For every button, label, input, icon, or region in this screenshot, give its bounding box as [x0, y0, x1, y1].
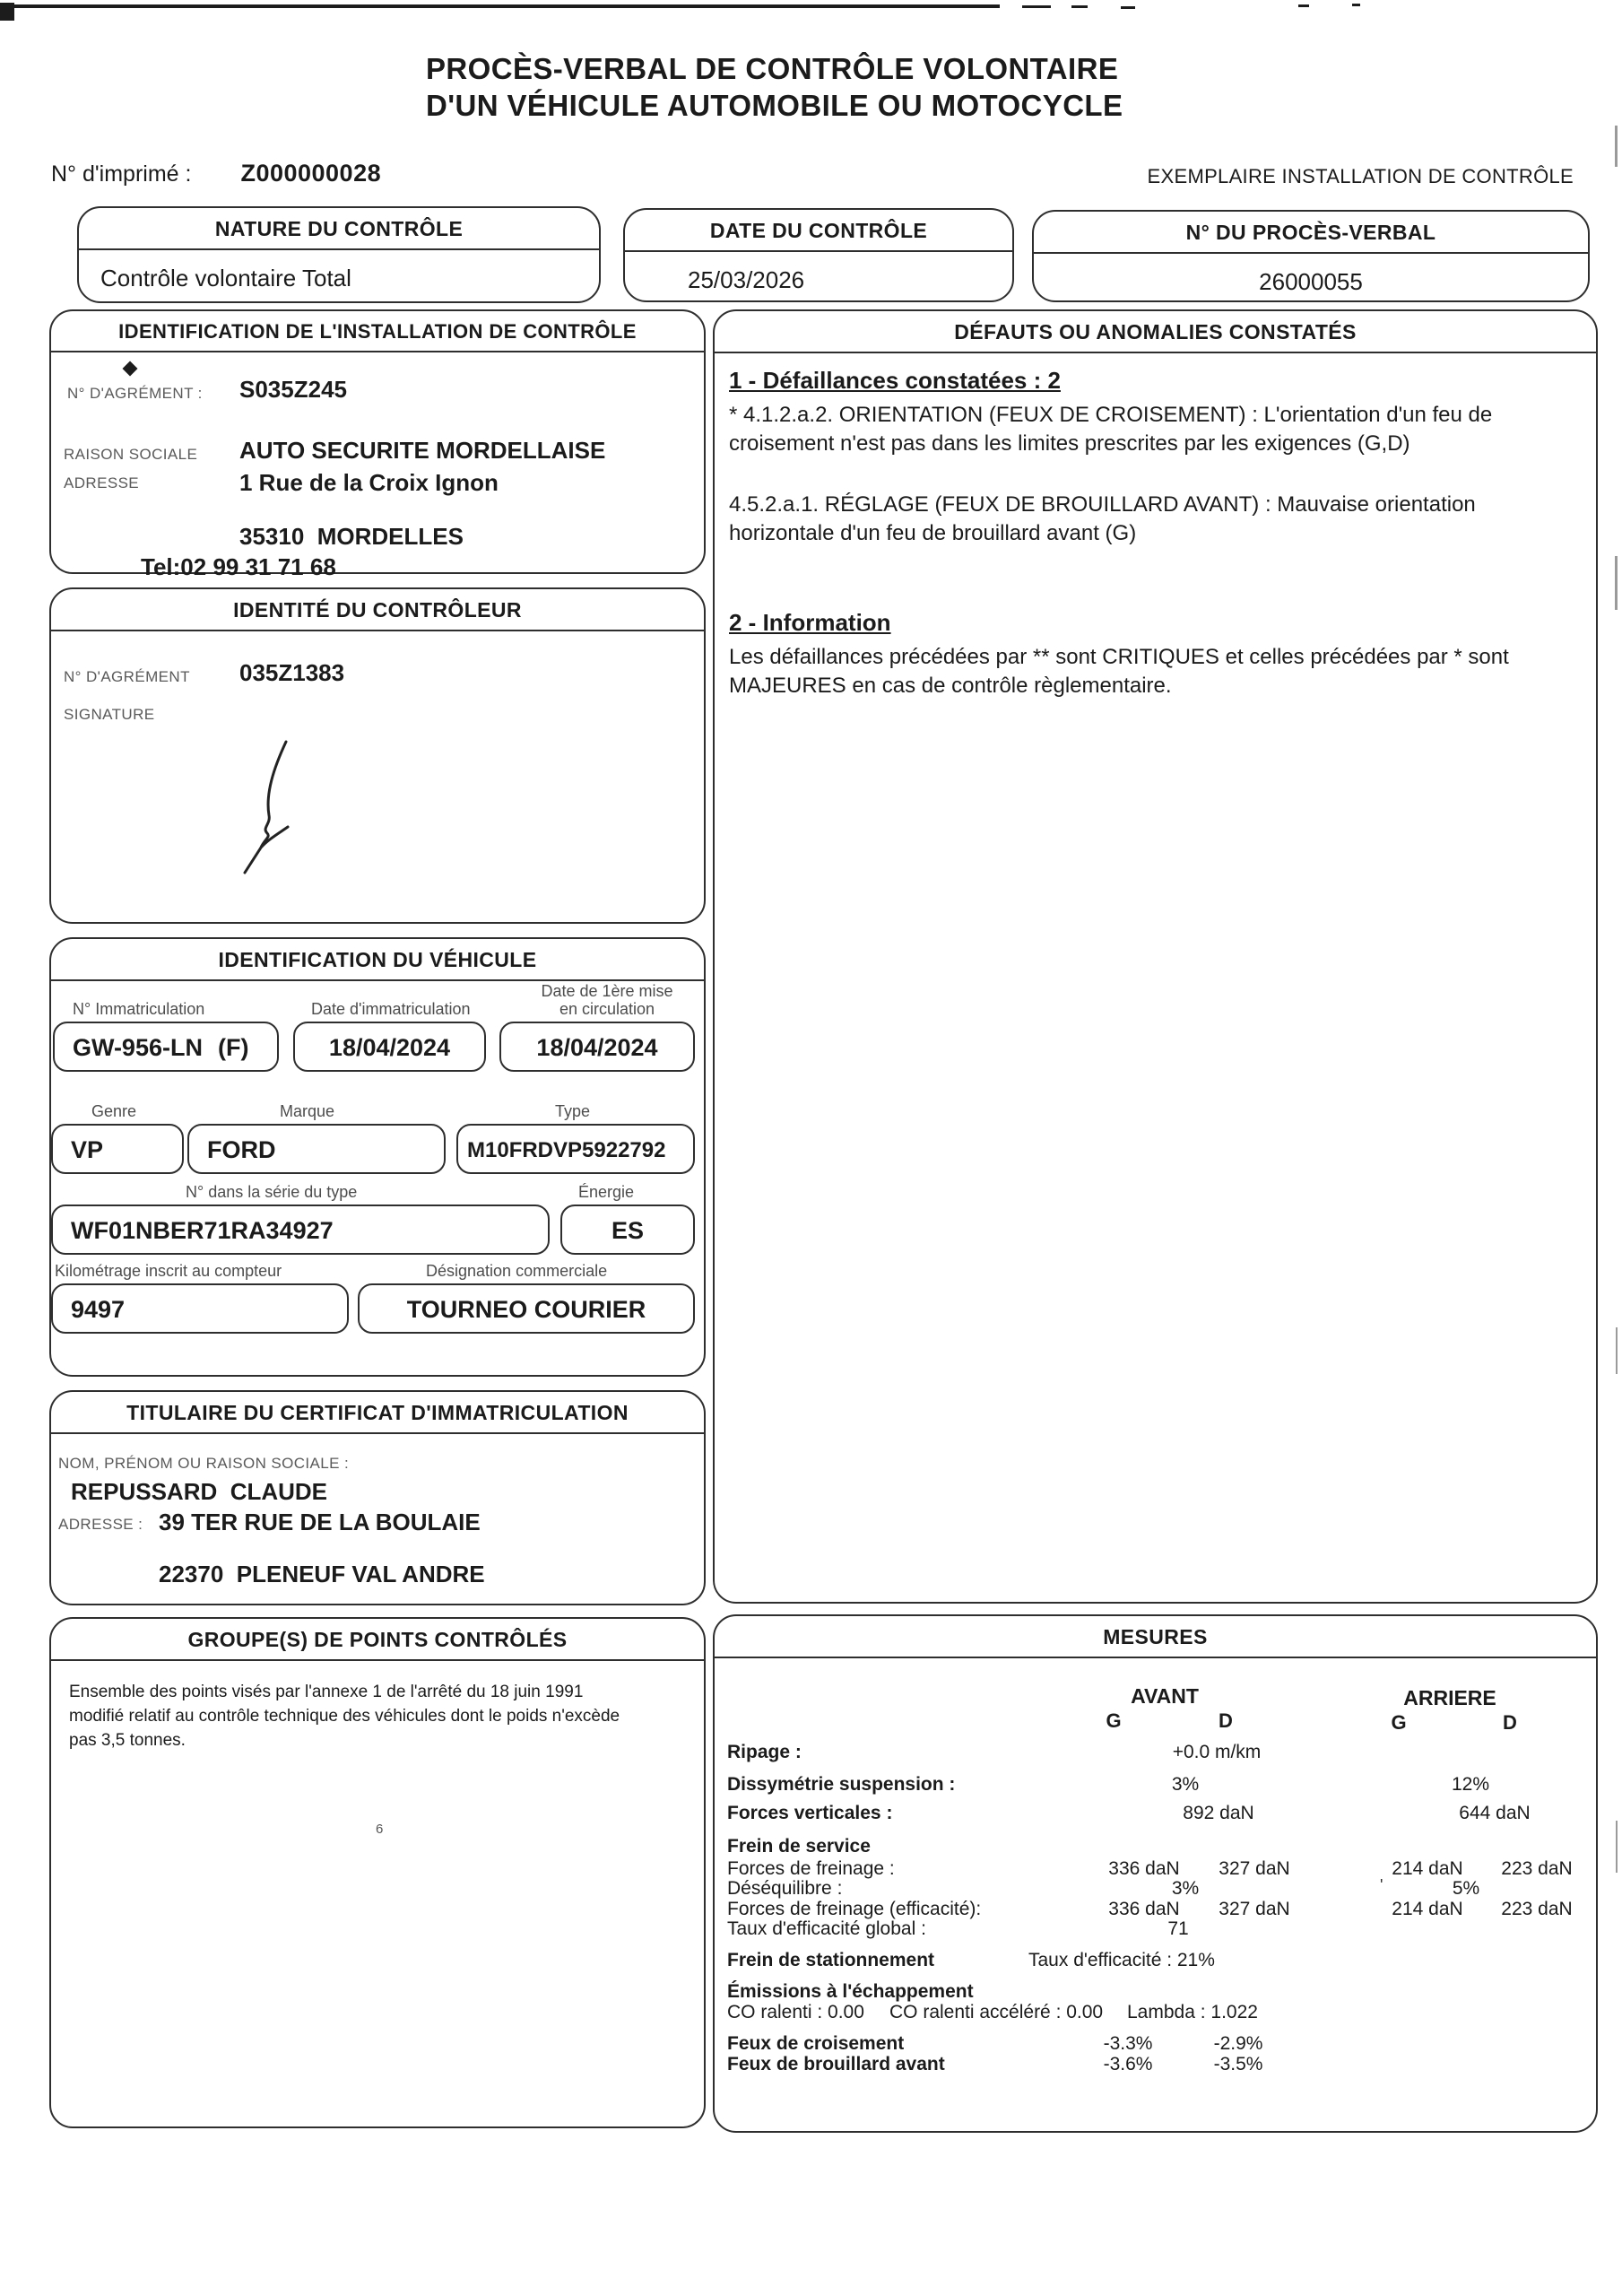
vehicule-box [49, 937, 706, 1377]
forces-freinage-avant-g: 336 daN [1108, 1858, 1180, 1879]
efficacite-label: Forces de freinage (efficacité): [727, 1899, 982, 1919]
genre-label: Genre [91, 1102, 137, 1120]
installation-header: IDENTIFICATION DE L'INSTALLATION DE CONTRÔLE [51, 311, 704, 352]
nature-controle-header: NATURE DU CONTRÔLE [79, 208, 599, 250]
energie-field [560, 1205, 695, 1255]
controleur-signature-label: SIGNATURE [64, 706, 155, 723]
date-circulation-field [499, 1022, 695, 1072]
controleur-header: IDENTITÉ DU CONTRÔLEUR [51, 589, 704, 631]
forces-verticales-arriere: 644 daN [1459, 1803, 1531, 1823]
installation-adresse-value: 1 Rue de la Croix Ignon [239, 469, 499, 496]
mesure-frein-stationnement [715, 1950, 1596, 1977]
mesure-ripage [715, 1742, 1596, 1769]
groupes-header: GROUPE(S) DE POINTS CONTRÔLÉS [51, 1619, 704, 1661]
mesures-col-arriere-g: G [1391, 1711, 1407, 1734]
installation-agrement-label: N° D'AGRÉMENT : [67, 385, 203, 402]
forces-verticales-avant: 892 daN [1183, 1803, 1254, 1823]
date-immatriculation-field [293, 1022, 486, 1072]
immatriculation-suffix: (F) [218, 1034, 249, 1061]
forces-freinage-arriere-g: 214 daN [1392, 1858, 1463, 1879]
kilometrage-field [51, 1283, 349, 1334]
designation-value: TOURNEO COURIER [406, 1296, 646, 1323]
forces-freinage-label: Forces de freinage : [727, 1858, 895, 1879]
document-title-line1: PROCÈS-VERBAL DE CONTRÔLE VOLONTAIRE [426, 52, 1119, 85]
date-circulation-value: 18/04/2024 [536, 1034, 658, 1061]
installation-raison-value: AUTO SECURITE MORDELLAISE [239, 437, 606, 464]
numero-imprime-label: N° d'imprimé : [51, 161, 192, 187]
desequilibre-avant: 3% [1171, 1878, 1200, 1899]
stationnement-detail: Taux d'efficacité : 21% [1028, 1950, 1215, 1970]
controleur-agrement-value: 035Z1383 [239, 659, 345, 686]
mesures-col-avant: AVANT [1131, 1684, 1199, 1708]
date-circulation-label-line1: Date de 1ère mise [541, 982, 673, 1000]
mesures-col-avant-g: G [1106, 1709, 1122, 1732]
proces-verbal-header: N° DU PROCÈS-VERBAL [1034, 212, 1588, 254]
efficacite-avant-g: 336 daN [1108, 1899, 1180, 1919]
groupes-box [49, 1617, 706, 2128]
lambda: Lambda : 1.022 [1127, 2002, 1258, 2022]
kilometrage-value: 9497 [71, 1296, 126, 1323]
scan-artifact-mark: ' [1380, 1876, 1383, 1894]
date-controle-box [623, 208, 1014, 302]
serie-field [51, 1205, 550, 1255]
scan-artifact-dash [1071, 5, 1088, 8]
frein-service-label: Frein de service [727, 1836, 871, 1857]
energie-value: ES [611, 1217, 645, 1244]
mesures-col-arriere-d: D [1503, 1711, 1517, 1734]
proces-verbal-value: 26000055 [1259, 268, 1363, 295]
defauts-item1: * 4.1.2.a.2. ORIENTATION (FEUX DE CROISEMENT) : L'orientation d'un feu de croisement n'est pas dans les limites prescrites par les exigences (G,D) [729, 403, 1493, 456]
document-title-line2: D'UN VÉHICULE AUTOMOBILE OU MOTOCYCLE [426, 89, 1123, 122]
titulaire-nom-label: NOM, PRÉNOM OU RAISON SOCIALE : [58, 1455, 350, 1472]
installation-telephone: Tel:02 99 31 71 68 [141, 553, 336, 580]
mesure-forces-verticales [715, 1803, 1596, 1830]
immatriculation-value: GW-956-LN [73, 1034, 203, 1061]
numero-imprime [51, 160, 381, 187]
taux-global-value: 71 [1167, 1918, 1189, 1939]
designation-field [358, 1283, 695, 1334]
brouillard-d: -3.5% [1213, 2054, 1263, 2074]
date-circulation-label-line2: en circulation [559, 1000, 655, 1018]
nature-controle-value: Contrôle volontaire Total [100, 265, 351, 291]
scan-artifact-corner [0, 3, 14, 21]
co-ralenti-accelere: CO ralenti accéléré : 0.00 [889, 2002, 1104, 2022]
installation-agrement-value: S035Z245 [239, 376, 347, 403]
mesure-dissymetrie [715, 1774, 1596, 1801]
signature-mark [238, 738, 300, 877]
mesure-taux-global [715, 1918, 1596, 1945]
energie-label: Énergie [578, 1183, 635, 1201]
kilometrage-label: Kilométrage inscrit au compteur [55, 1262, 282, 1280]
scan-artifact-dash [1352, 4, 1360, 6]
croisement-d: -2.9% [1213, 2033, 1263, 2054]
nature-controle-box [77, 206, 601, 303]
immatriculation-label: N° Immatriculation [73, 1000, 205, 1018]
type-label: Type [555, 1102, 591, 1120]
marque-value: FORD [207, 1136, 276, 1163]
defauts-section2-title: 2 - Information [729, 609, 891, 636]
marque-field [187, 1124, 446, 1174]
serie-label: N° dans la série du type [186, 1183, 358, 1201]
serie-value: WF01NBER71RA34927 [71, 1217, 334, 1244]
installation-raison-label: RAISON SOCIALE [64, 446, 198, 463]
titulaire-ville: 22370 PLENEUF VAL ANDRE [159, 1561, 485, 1587]
immatriculation-field [53, 1022, 279, 1072]
efficacite-arriere-g: 214 daN [1392, 1899, 1463, 1919]
vehicule-header: IDENTIFICATION DU VÉHICULE [51, 939, 704, 981]
controleur-agrement-label: N° D'AGRÉMENT [64, 668, 190, 685]
forces-freinage-arriere-d: 223 daN [1501, 1858, 1573, 1879]
installation-adresse-label: ADRESSE [64, 474, 140, 491]
scan-artifact-edge [1615, 556, 1618, 610]
forces-verticales-label: Forces verticales : [727, 1803, 893, 1823]
date-controle-header: DATE DU CONTRÔLE [625, 210, 1012, 252]
co-ralenti: CO ralenti : 0.00 [727, 2002, 864, 2022]
ripage-value: +0.0 m/km [1172, 1742, 1262, 1762]
dissymetrie-arriere: 12% [1451, 1774, 1490, 1795]
mesure-feux-brouillard [715, 2054, 1596, 2081]
scan-artifact-mark: 6 [376, 1822, 384, 1837]
defauts-section1-title: 1 - Défaillances constatées : 2 [729, 367, 1061, 394]
mesure-co [715, 2002, 1596, 2029]
scan-artifact-edge [1615, 126, 1618, 167]
mesures-box [713, 1614, 1598, 2133]
proces-verbal-box [1032, 210, 1590, 302]
scan-artifact-dash [1298, 4, 1309, 7]
defauts-item2: 4.5.2.a.1. RÉGLAGE (FEUX DE BROUILLARD AVANT) : Mauvaise orientation horizontale d'un feu de brouillard avant (G) [729, 492, 1476, 545]
date-controle-value: 25/03/2026 [688, 266, 805, 293]
mesures-col-avant-d: D [1219, 1709, 1233, 1732]
titulaire-nom-value: REPUSSARD CLAUDE [71, 1478, 328, 1505]
forces-freinage-avant-d: 327 daN [1219, 1858, 1290, 1879]
efficacite-avant-d: 327 daN [1219, 1899, 1290, 1919]
dissymetrie-avant: 3% [1171, 1774, 1200, 1795]
titulaire-header: TITULAIRE DU CERTIFICAT D'IMMATRICULATION [51, 1392, 704, 1434]
desequilibre-label: Déséquilibre : [727, 1878, 843, 1899]
date-immatriculation-label: Date d'immatriculation [311, 1000, 471, 1018]
controleur-box [49, 587, 706, 924]
type-field [456, 1124, 695, 1174]
defauts-box [713, 309, 1598, 1604]
scan-artifact-dash [1022, 5, 1051, 8]
titulaire-adresse-value: 39 TER RUE DE LA BOULAIE [159, 1509, 481, 1535]
scan-artifact-top-line [0, 4, 1000, 8]
croisement-g: -3.3% [1103, 2033, 1153, 2054]
groupes-texte: Ensemble des points visés par l'annexe 1 de l'arrêté du 18 juin 1991 modifié relatif au contrôle technique des véhicules dont le poids n'excède pas 3,5 tonnes. [69, 1683, 620, 1750]
titulaire-adresse-label: ADRESSE : [58, 1516, 143, 1533]
efficacite-arriere-d: 223 daN [1501, 1899, 1573, 1919]
document-title [426, 50, 1123, 124]
exemplaire-mention: EXEMPLAIRE INSTALLATION DE CONTRÔLE [1147, 165, 1574, 187]
installation-ville: 35310 MORDELLES [239, 523, 464, 550]
stationnement-label: Frein de stationnement [727, 1950, 935, 1970]
emissions-label: Émissions à l'échappement [727, 1981, 974, 2002]
defauts-header: DÉFAUTS OU ANOMALIES CONSTATÉS [715, 311, 1596, 353]
croisement-label: Feux de croisement [727, 2033, 905, 2054]
mesures-header: MESURES [715, 1616, 1596, 1658]
designation-label: Désignation commerciale [426, 1262, 608, 1280]
scan-artifact-edge [1616, 1821, 1618, 1873]
installation-box [49, 309, 706, 580]
brouillard-label: Feux de brouillard avant [727, 2054, 945, 2074]
defauts-information: Les défaillances précédées par ** sont CRITIQUES et celles précédées par * sont MAJEURES en cas de contrôle règlementaire. [729, 645, 1509, 698]
ripage-label: Ripage : [727, 1742, 802, 1762]
scan-artifact-edge [1616, 1327, 1618, 1374]
desequilibre-arriere: 5% [1452, 1878, 1480, 1899]
numero-imprime-value: Z000000028 [240, 160, 382, 187]
genre-value: VP [71, 1136, 104, 1163]
brouillard-g: -3.6% [1103, 2054, 1153, 2074]
marque-label: Marque [280, 1102, 335, 1120]
mesures-col-arriere: ARRIERE [1403, 1686, 1496, 1709]
genre-field [51, 1124, 184, 1174]
type-value: M10FRDVP5922792 [467, 1138, 666, 1162]
taux-global-label: Taux d'efficacité global : [727, 1918, 926, 1939]
date-immatriculation-value: 18/04/2024 [328, 1034, 451, 1061]
diamond-icon [123, 361, 138, 377]
scan-artifact-dash [1121, 6, 1135, 9]
dissymetrie-label: Dissymétrie suspension : [727, 1774, 956, 1795]
titulaire-box [49, 1390, 706, 1605]
